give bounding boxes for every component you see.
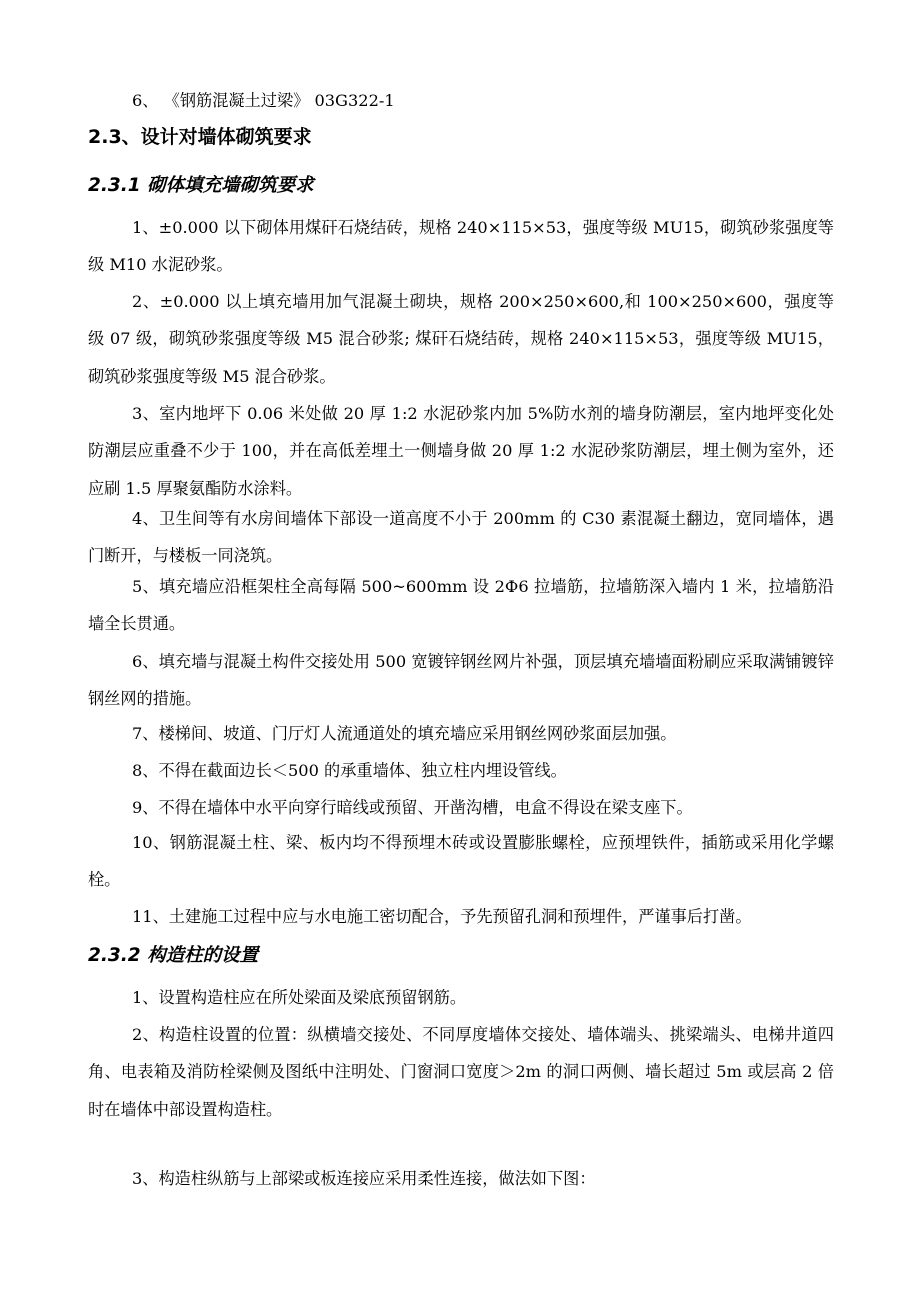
paragraph-2-3-1-item-5: 5、填充墙应沿框架柱全高每隔 500~600mm 设 2Ф6 拉墙筋，拉墙筋深入墙内 1 米，拉墙筋沿墙全长贯通。 (88, 577, 834, 634)
section-heading-2-3-1: 2.3.1 砌体填充墙砌筑要求 (88, 175, 314, 196)
paragraph-2-3-1-item-3: 3、室内地坪下 0.06 米处做 20 厚 1:2 水泥砂浆内加 5%防水剂的墙身防潮层，室内地坪变化处防潮层应重叠不少于 100，并在高低差埋土一侧墙身做 20 厚 1:2 水泥砂浆防潮层，埋土侧为室外，还应刷 1.5 厚聚氨酯防水涂料。 (88, 404, 834, 498)
paragraph-2-3-2-item-1: 1、设置构造柱应在所处梁面及梁底预留钢筋。 (132, 988, 467, 1007)
paragraph-2-3-1-item-10: 10、钢筋混凝土柱、梁、板内均不得预埋木砖或设置膨胀螺栓，应预埋铁件，插筋或采用化学螺栓。 (88, 833, 834, 890)
reference-item: 6、 《钢筋混凝土过梁》 03G322-1 (132, 91, 395, 110)
paragraph-2-3-1-item-11: 11、土建施工过程中应与水电施工密切配合，予先预留孔洞和预埋件，严谨事后打凿。 (132, 907, 752, 926)
paragraph-2-3-1-item-1: 1、±0.000 以下砌体用煤矸石烧结砖，规格 240×115×53，强度等级 MU15，砌筑砂浆强度等级 M10 水泥砂浆。 (88, 218, 834, 275)
paragraph-2-3-1-item-2: 2、±0.000 以上填充墙用加气混凝土砌块，规格 200×250×600,和 100×250×600，强度等级 07 级，砌筑砂浆强度等级 M5 混合砂浆; 煤矸石烧结砖，规格 240×115×53，强度等级 MU15，砌筑砂浆强度等级 M5 混合砂浆。 (88, 292, 834, 386)
paragraph-2-3-1-item-7: 7、楼梯间、坡道、门厅灯人流通道处的填充墙应采用钢丝网砂浆面层加强。 (132, 724, 677, 743)
section-heading-2-3: 2.3、设计对墙体砌筑要求 (88, 126, 312, 148)
paragraph-2-3-1-item-6: 6、填充墙与混凝土构件交接处用 500 宽镀锌钢丝网片补强，顶层填充墙墙面粉刷应采取满铺镀锌钢丝网的措施。 (88, 652, 834, 709)
paragraph-2-3-2-item-3: 3、构造柱纵筋与上部梁或板连接应采用柔性连接，做法如下图： (132, 1169, 596, 1188)
section-heading-2-3-2: 2.3.2 构造柱的设置 (88, 945, 259, 966)
paragraph-2-3-2-item-2: 2、构造柱设置的位置：纵横墙交接处、不同厚度墙体交接处、墙体端头、挑梁端头、电梯井道四角、电表箱及消防栓梁侧及图纸中注明处、门窗洞口宽度＞2m 的洞口两侧、墙长超过 5m 或层高 2 倍时在墙体中部设置构造柱。 (88, 1025, 834, 1119)
paragraph-2-3-1-item-8: 8、不得在截面边长＜500 的承重墙体、独立柱内埋设管线。 (132, 761, 567, 780)
paragraph-2-3-1-item-4: 4、卫生间等有水房间墙体下部设一道高度不小于 200mm 的 C30 素混凝土翻边，宽同墙体，遇门断开，与楼板一同浇筑。 (88, 509, 834, 566)
paragraph-2-3-1-item-9: 9、不得在墙体中水平向穿行暗线或预留、开凿沟槽，电盒不得设在梁支座下。 (132, 798, 693, 817)
